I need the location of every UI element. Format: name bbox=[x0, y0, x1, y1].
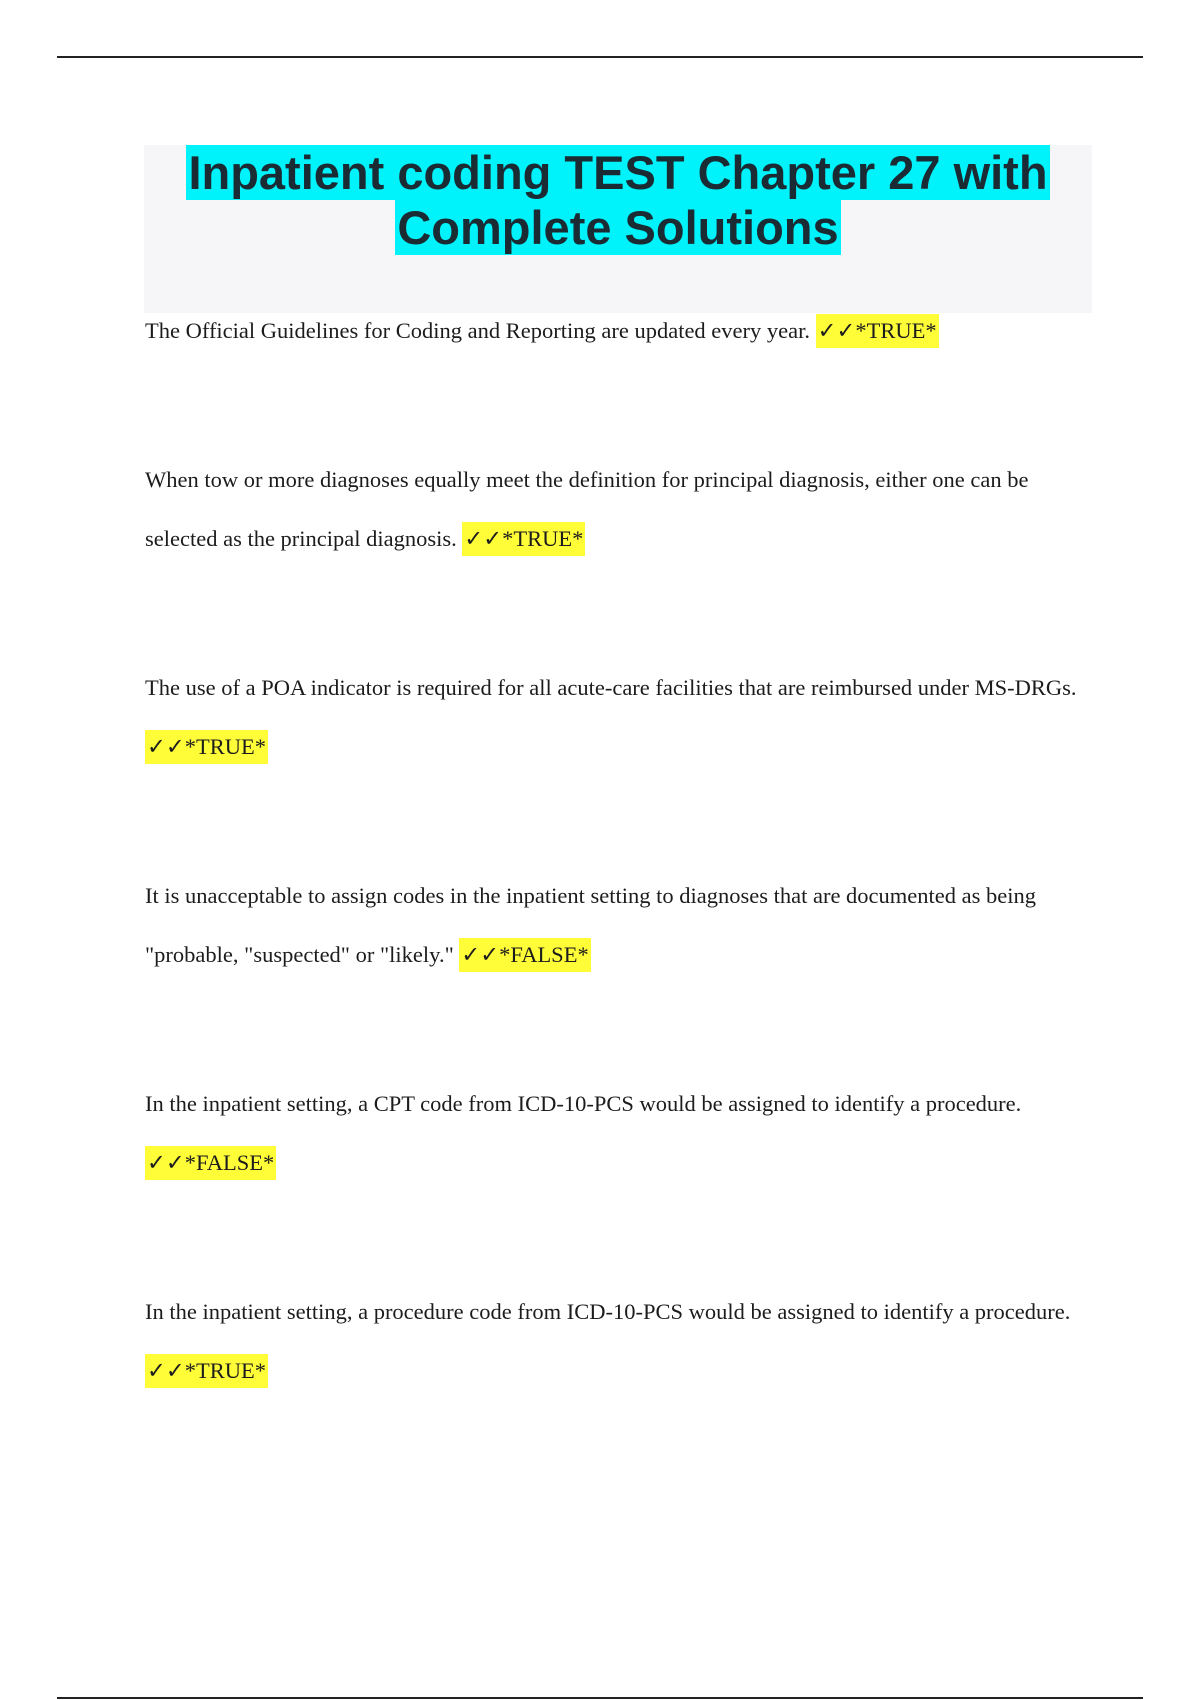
answer-highlight: ✓✓*TRUE* bbox=[462, 522, 585, 556]
title-line-2: Complete Solutions bbox=[397, 201, 839, 254]
question-text: The Official Guidelines for Coding and Reporting are updated every year. bbox=[145, 318, 810, 343]
document-title bbox=[144, 145, 1092, 255]
question-item-2 bbox=[145, 450, 1095, 568]
bottom-rule bbox=[57, 1697, 1143, 1699]
question-item-6 bbox=[145, 1282, 1095, 1400]
question-item-3 bbox=[145, 658, 1095, 776]
answer-highlight: ✓✓*FALSE* bbox=[145, 1146, 276, 1180]
question-item-1 bbox=[145, 301, 1095, 360]
top-rule bbox=[57, 56, 1143, 58]
question-text: In the inpatient setting, a procedure code from ICD-10-PCS would be assigned to identify a procedure. bbox=[145, 1299, 1071, 1324]
answer-highlight: ✓✓*TRUE* bbox=[816, 314, 939, 348]
answer-highlight: ✓✓*TRUE* bbox=[145, 1354, 268, 1388]
answer-highlight: ✓✓*FALSE* bbox=[459, 938, 590, 972]
question-item-5 bbox=[145, 1074, 1095, 1192]
question-text: It is unacceptable to assign codes in the inpatient setting to diagnoses that are documented as being "probable, "suspected" or "likely." bbox=[145, 883, 1037, 967]
answer-highlight: ✓✓*TRUE* bbox=[145, 730, 268, 764]
question-item-4 bbox=[145, 866, 1095, 984]
title-block bbox=[144, 145, 1092, 313]
question-text: In the inpatient setting, a CPT code from ICD-10-PCS would be assigned to identify a procedure. bbox=[145, 1091, 1022, 1116]
question-text: The use of a POA indicator is required for all acute-care facilities that are reimbursed under MS-DRGs. bbox=[145, 675, 1077, 700]
question-text: When tow or more diagnoses equally meet the definition for principal diagnosis, either one can be selected as the principal diagnosis. bbox=[145, 467, 1029, 551]
title-line-1: Inpatient coding TEST Chapter 27 with bbox=[188, 146, 1048, 199]
